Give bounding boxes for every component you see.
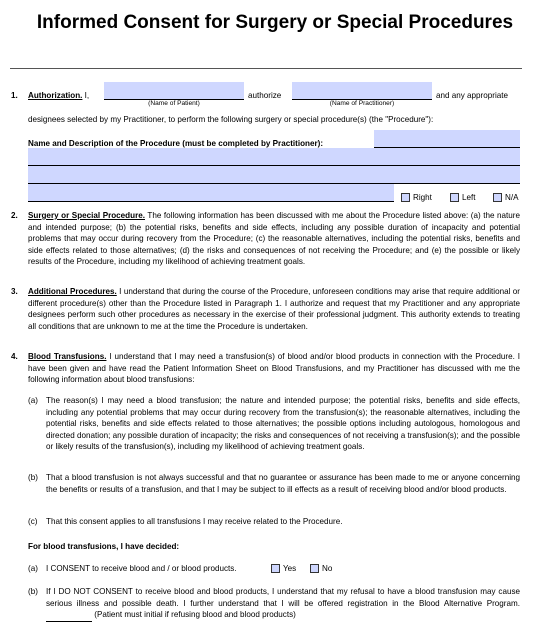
consent-text: I CONSENT to receive blood and / or blood products. <box>46 564 237 573</box>
authorize-label: authorize <box>248 91 282 100</box>
right-label: Right <box>413 193 432 202</box>
procedure-field-4[interactable] <box>28 184 394 202</box>
patient-name-field[interactable] <box>104 82 244 100</box>
left-label: Left <box>462 193 476 202</box>
item-b-label: (b) <box>28 473 38 482</box>
decided-heading: For blood transfusions, I have decided: <box>28 542 180 551</box>
section-1-number: 1. <box>11 91 18 100</box>
item-c-label: (c) <box>28 517 38 526</box>
yes-label: Yes <box>283 564 297 573</box>
right-checkbox[interactable] <box>401 193 410 202</box>
practitioner-name-field[interactable] <box>292 82 432 100</box>
procedure-label: Name and Description of the Procedure (must be completed by Practitioner): <box>28 139 324 148</box>
initials-field[interactable] <box>46 609 92 622</box>
section-4-number: 4. <box>11 352 18 361</box>
procedure-field-2[interactable] <box>28 148 520 166</box>
na-label: N/A <box>505 193 519 202</box>
appropriate-label: and any appropriate <box>436 91 508 100</box>
section-2-number: 2. <box>11 211 18 220</box>
page-title: Informed Consent for Surgery or Special Procedures <box>36 12 514 33</box>
blood-transfusions-paragraph: Blood Transfusions. I understand that I may need a transfusion(s) of blood and/or blood products in connection with the Procedure. I have been given and have read the Patient Information Sheet on Blood Transfusions, and my Practitioner has discussed with me the following information about blood transfusions: <box>28 352 521 385</box>
surgery-paragraph: Surgery or Special Procedure. The following information has been discussed with me about the Procedure listed above: (a) the nature and intended purpose; (b) the potential risks, benefits and side effects, including any possible duration of incapacity and potential problems that may occur during recovery from the Procedure; (c) the reasonable alternatives, including the potential risks, benefits and side effects related to those alternatives; (d) the risks and consequences of not receiving the Procedure; and (e) the possible or likely results of the Procedure, including my likelihood of achieving treatment goals. <box>28 211 520 267</box>
refusal-text: If I DO NOT CONSENT to receive blood and blood products, I understand that my refusal to have a blood transfusion may cause serious illness and possible death. I further understand that I will be offered registration in the Blood Alternative Program. (Patient must initial if refusing blood and blood products) <box>46 586 520 622</box>
na-checkbox[interactable] <box>493 193 502 202</box>
practitioner-name-caption: (Name of Practitioner) <box>329 100 395 107</box>
no-checkbox[interactable] <box>310 564 319 573</box>
procedure-field-3[interactable] <box>28 166 520 184</box>
item-a-text: The reason(s) I may need a blood transfusion; the nature and intended purpose; the potential risks, benefits and side effects, including any potential problems that may occur during recovery from the transfusion(s); the reasonable alternatives, including the potential risks, benefits and side effects related to those alternatives; the possible options including autologous, homologous and directed donation; any possible duration of incapacity; the risks and consequences of not receiving a transfusion(s); and the possible or likely results of the transfusion(s), including my likelihood of achieving treatment goals. <box>46 396 520 452</box>
section-3-number: 3. <box>11 287 18 296</box>
no-label: No <box>322 564 333 573</box>
item-c-text: That this consent applies to all transfusions I may receive related to the Procedure. <box>46 517 343 526</box>
item-b-text: That a blood transfusion is not always successful and that no guarantee or assurance has been made to me or anyone concerning the benefits or results of a transfusion, and that I may be subject to ill effects as a result of receiving blood and/or blood products. <box>46 473 520 494</box>
yes-checkbox[interactable] <box>271 564 280 573</box>
designees-text: designees selected by my Practitioner, to perform the following surgery or special procedure(s) (the "Procedure"): <box>28 115 434 124</box>
item-a-label: (a) <box>28 396 38 405</box>
procedure-field-1[interactable] <box>374 130 520 148</box>
decision-a-label: (a) <box>28 564 38 573</box>
patient-name-caption: (Name of Patient) <box>148 100 200 107</box>
decision-b-label: (b) <box>28 587 38 596</box>
additional-procedures-paragraph: Additional Procedures. I understand that during the course of the Procedure, unforeseen conditions may arise that require additional or different procedure(s) other than the Procedure listed in Paragraph 1. I authorize and request that my Practitioner and any appropriate designees perform such other procedures as necessary in the exercise of their professional judgment. This authority extends to treating all conditions that are unknown to me at the time the Procedure is undertaken. <box>28 287 520 331</box>
title-divider <box>10 68 522 69</box>
left-checkbox[interactable] <box>450 193 459 202</box>
authorization-heading: Authorization. I, <box>28 91 90 100</box>
